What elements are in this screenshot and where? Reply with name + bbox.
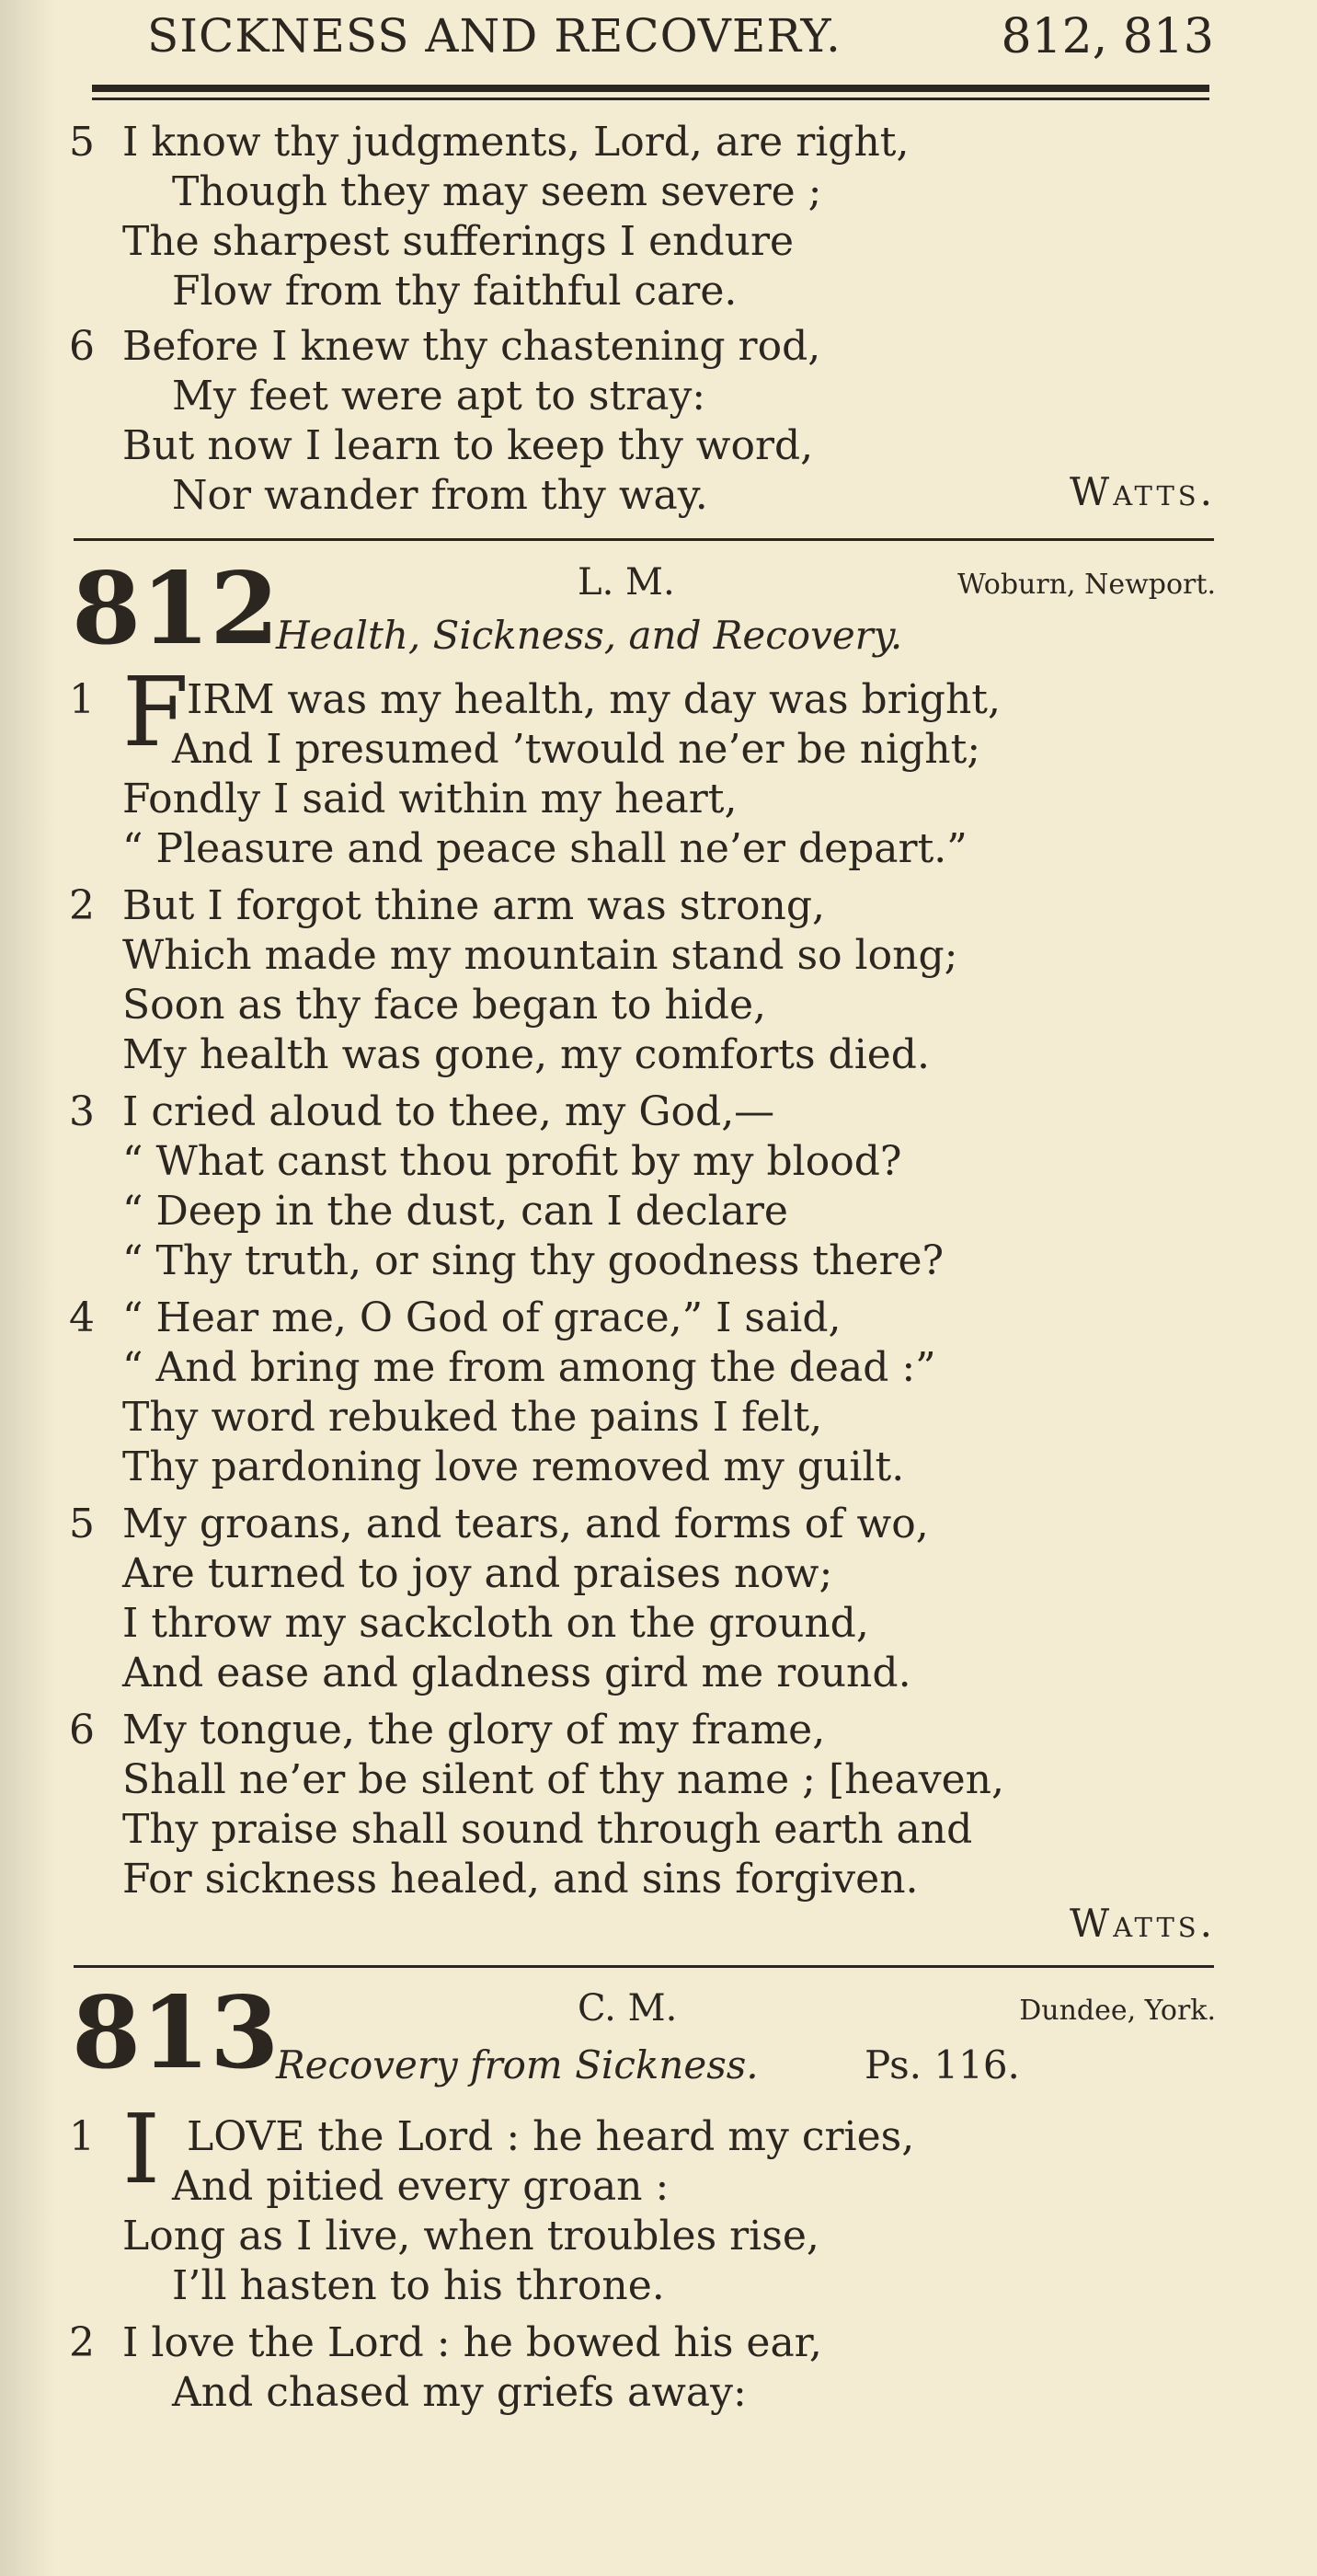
verse-line: But I forgot thine arm was strong, <box>122 882 826 929</box>
verse-line: Thy pardoning love removed my guilt. <box>122 1443 905 1490</box>
verse-line: I love the Lord : he bowed his ear, <box>122 2319 822 2366</box>
stanza-number: 2 <box>69 2319 95 2366</box>
hymn-812-stanza-5 <box>69 1500 1219 1698</box>
stanza-number: 4 <box>69 1294 95 1341</box>
prev-stanza-5 <box>69 118 1219 316</box>
drop-cap: F <box>122 656 189 768</box>
verse-line: “ And bring me from among the dead :” <box>122 1344 936 1391</box>
verse-line: But now I learn to keep thy word, <box>122 422 814 469</box>
verse-line: I throw my sackcloth on the ground, <box>122 1600 869 1647</box>
verse-line: “ Thy truth, or sing thy goodness there? <box>122 1237 945 1284</box>
verse-line: Nor wander from thy way. <box>172 472 708 519</box>
running-header <box>147 9 1214 74</box>
verse-line: I know thy judgments, Lord, are right, <box>122 119 910 166</box>
verse-line: Shall ne’er be silent of thy name ; [heaven, <box>122 1756 1004 1803</box>
verse-line: Though they may seem severe ; <box>172 168 822 215</box>
verse-line: LOVE the Lord : he heard my cries, <box>187 2113 915 2160</box>
verse-line: My health was gone, my comforts died. <box>122 1031 930 1078</box>
verse-line: Fondly I said within my heart, <box>122 776 738 822</box>
verse-line: I’ll hasten to his throne. <box>172 2262 665 2309</box>
verse-line: Soon as thy face began to hide, <box>122 982 766 1029</box>
verse-line: And ease and gladness gird me round. <box>122 1650 911 1696</box>
stanza-number: 5 <box>69 119 95 166</box>
verse-line: The sharpest sufferings I endure <box>122 218 795 265</box>
verse-line: And chased my griefs away: <box>172 2369 747 2416</box>
stanza-number: 6 <box>69 323 95 370</box>
verse-line: And pitied every groan : <box>172 2163 670 2210</box>
verse-line: Are turned to joy and praises now; <box>122 1550 833 1597</box>
verse-line: Before I knew thy chastening rod, <box>122 323 821 370</box>
verse-line: Flow from thy faithful care. <box>172 268 738 315</box>
verse-line: “ Hear me, O God of grace,” I said, <box>122 1294 842 1341</box>
scripture-reference: Ps. 116. <box>865 2042 1020 2087</box>
hymn-812-stanza-6 <box>69 1706 1219 1904</box>
author-attribution: Watts. <box>1070 469 1216 514</box>
verse-line: “ What canst thou profit by my blood? <box>122 1138 902 1185</box>
header-rule <box>92 85 1209 92</box>
verse-line: “ Deep in the dust, can I declare <box>122 1188 788 1235</box>
header-hymn-numbers: 812, 813 <box>1001 9 1214 64</box>
tune-names: Dundee, York. <box>1019 1995 1216 2027</box>
hymn-title: Recovery from Sickness. <box>276 2042 759 2087</box>
verse-line: My feet were apt to stray: <box>172 373 706 420</box>
verse-line: IRM was my health, my day was bright, <box>187 676 1001 723</box>
hymn-812-stanza-2 <box>69 881 1219 1080</box>
hymn-813-stanza-1 <box>69 2093 1219 2311</box>
verse-line: My groans, and tears, and forms of wo, <box>122 1501 929 1547</box>
stanza-number: 3 <box>69 1088 95 1135</box>
hymn-812-stanza-3 <box>69 1087 1219 1286</box>
stanza-number: 6 <box>69 1707 95 1754</box>
verse-line: I cried aloud to thee, my God,— <box>122 1088 775 1135</box>
verse-line: For sickness healed, and sins forgiven. <box>122 1856 919 1903</box>
hymn-812-stanza-4 <box>69 1294 1219 1492</box>
drop-cap: I <box>122 2093 161 2205</box>
stanza-number: 2 <box>69 882 95 929</box>
verse-line: Thy praise shall sound through earth and <box>122 1806 973 1853</box>
prev-stanza-6 <box>69 322 1219 521</box>
hymn-title: Health, Sickness, and Recovery. <box>276 613 903 658</box>
header-title: SICKNESS AND RECOVERY. <box>147 9 842 63</box>
meter: L. M. <box>578 561 675 604</box>
hymn-number: 813 <box>72 1975 280 2091</box>
hymn-813-stanza-2 <box>69 2318 1219 2418</box>
section-divider <box>74 538 1214 541</box>
verse-line: My tongue, the glory of my frame, <box>122 1707 826 1754</box>
meter: C. M. <box>578 1987 678 2030</box>
verse-line: And I presumed ’twould ne’er be night; <box>172 726 981 773</box>
verse-line: Long as I live, when troubles rise, <box>122 2213 819 2260</box>
stanza-number: 1 <box>69 2113 95 2160</box>
section-divider <box>74 1965 1214 1968</box>
header-rule-thin <box>92 98 1209 100</box>
verse-line: Thy word rebuked the pains I felt, <box>122 1394 823 1441</box>
stanza-number: 5 <box>69 1501 95 1547</box>
hymn-812-stanza-1 <box>69 656 1219 874</box>
author-attribution: Watts. <box>1070 1901 1216 1946</box>
tune-names: Woburn, Newport. <box>956 569 1216 601</box>
stanza-number: 1 <box>69 676 95 723</box>
hymn-number: 812 <box>72 551 280 667</box>
verse-line: “ Pleasure and peace shall ne’er depart.” <box>122 825 968 872</box>
verse-line: Which made my mountain stand so long; <box>122 932 958 979</box>
